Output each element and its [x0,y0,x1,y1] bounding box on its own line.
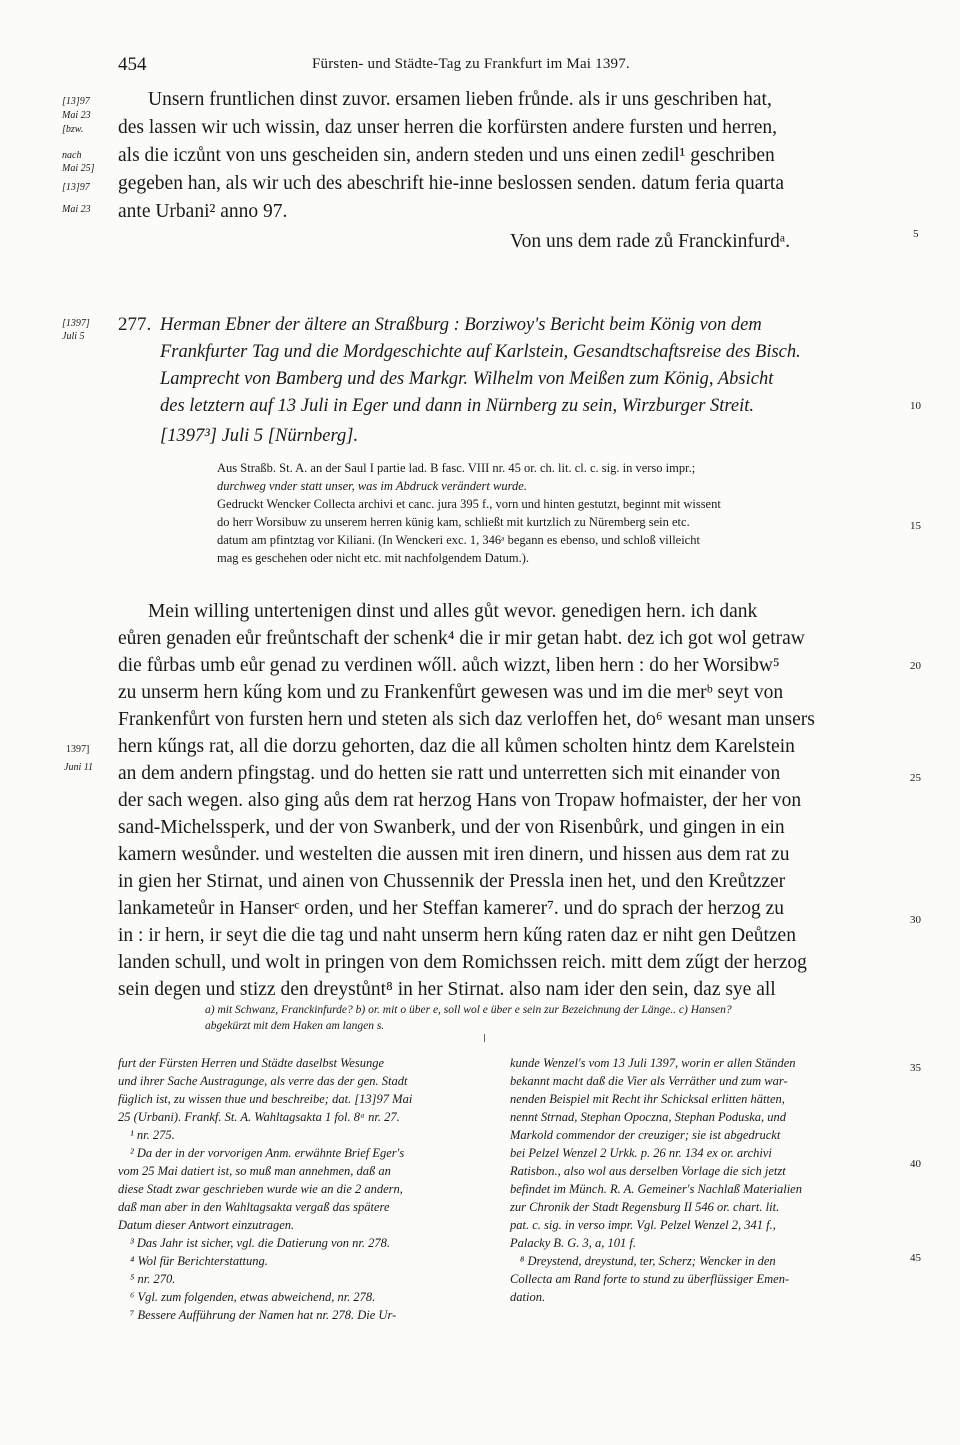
letter-line: des lassen wir uch wissin, daz unser herren die korfürsten andere fursten und herren, [118,117,777,138]
main-line: sein degen und stizz den dreystůnt⁸ in her Stirnat. also nam ider den sein, daz sye all [118,979,776,1000]
letter-line: Unsern fruntlichen dinst zuvor. ersamen lieben frůnde. als ir uns geschriben hat, [148,89,772,110]
line-number: 15 [910,520,921,532]
line-number: 10 [910,400,921,412]
main-line: der sach wegen. also ging aůs dem rat herzog Hans von Tropaw hofmaister, der her von [118,790,802,811]
main-line: an dem andern pfingstag. und do hetten sie ratt und unterretten sich mit einander von [118,763,781,784]
footnote-line: nennt Strnad, Stephan Opoczna, Stephan Poduska, und [510,1110,787,1124]
footnote-line: kunde Wenzel's vom 13 Juli 1397, worin er allen Ständen [510,1056,796,1070]
footnote-line: ³ Das Jahr ist sicher, vgl. die Datierung von nr. 278. [130,1236,390,1250]
entry-number: 277. [118,314,152,335]
main-line: hern kűngs rat, all die dorzu gehorten, daz die all kůmen scholten hintz dem Karelstein [118,736,795,757]
page-number: 454 [118,54,147,75]
footnote-line: vom 25 Mai datiert ist, so muß man annehmen, daß an [118,1164,391,1178]
entry-title-line: Frankfurter Tag und die Mordgeschichte auf Karlstein, Gesandtschaftsreise des Bisch. [160,342,801,362]
footnote-line: daß man aber in den Wahltagsakta vergaß das spätere [118,1200,390,1214]
main-line: kamern wesůnder. und westelten die aussen mit iren dinern, und hissen aus dem rat zu [118,844,790,865]
letter-line: als die iczůnt von uns gescheiden sin, andern steden und uns einen zedil¹ geschriben [118,145,775,166]
entry-margin-date: Juli 5 [62,331,85,342]
footnote-line: nenden Beispiel mit Recht ihr Schicksal erlitten hätten, [510,1092,785,1106]
footnote-line: Markold commendor der creuziger; sie ist abgedruckt [510,1128,781,1142]
footnote-line: ⁴ Wol für Berichterstattung. [130,1254,268,1268]
footnote-line: diese Stadt zwar geschrieben wurde wie an die 2 andern, [118,1182,403,1196]
main-line: sand-Michelssperk, und der von Swanberk, und der von Risenbůrk, und gingen in ein [118,817,785,838]
main-line: lankameteůr in Hanserᶜ orden, und her Steffan kamerer⁷. und do sprach der herzog zu [118,898,785,919]
footnote-line: befindet im Münch. R. A. Gemeiner's Nachlaß Materialien [510,1182,802,1196]
footnote-line: ⁸ Dreystend, dreystund, ter, Scherz; Wencker in den [520,1254,776,1268]
footnote-line: ⁷ Bessere Aufführung der Namen hat nr. 278. Die Ur- [130,1308,397,1322]
running-title: Fürsten- und Städte-Tag zu Frankfurt im Mai 1397. [312,56,630,72]
line-number: 45 [910,1252,921,1264]
main-line: zu unserm hern kűng kom und zu Frankenfůrt gewesen was und im die merᵇ seyt von [118,682,784,703]
letter-line: ante Urbani² anno 97. [118,201,288,222]
main-margin-year: 1397] [66,744,90,755]
source-note: do herr Worsibuw zu unserem herren künig kam, schließt mit kurtzlich zu Nüremberg sein etc. [217,515,690,529]
main-line: in gien her Stirnat, und ainen von Chussennik der Pressla inen het, und den Kreůtzzer [118,871,786,892]
source-note: mag es geschehen oder nicht etc. mit nachfolgendem Datum.). [217,551,530,565]
footnote-line: ² Da der in der vorvorigen Anm. erwähnte Brief Eger's [130,1146,405,1160]
footnote-line: bei Pelzel Wenzel 2 Urkk. p. 26 nr. 134 ex or. archivi [510,1146,772,1160]
entry-date-line: [1397³] Juli 5 [Nürnberg]. [160,426,359,446]
footnote-line: furt der Fürsten Herren und Städte daselbst Wesunge [118,1056,385,1070]
line-number: 25 [910,772,921,784]
entry-title-line: Herman Ebner der ältere an Straßburg : Borziwoy's Bericht beim König von dem [160,315,762,335]
critical-note: a) mit Schwanz, Franckinfurde? b) or. mit o über e, soll wol e über e sein zur Bezeichnung der Länge.. c) Hansen? [205,1004,732,1016]
entry-title-line: Lamprecht von Bamberg und des Markgr. Wilhelm von Meißen zum König, Absicht [160,369,774,389]
line-number: 40 [910,1158,921,1170]
line-number: 35 [910,1062,921,1074]
footnote-line: pat. c. sig. in verso impr. Vgl. Pelzel Wenzel 2, 341 f., [510,1218,776,1232]
letter-closing: Von uns dem rade zů Franckinfurdᵃ. [510,231,791,252]
footnote-line: 25 (Urbani). Frankf. St. A. Wahltagsakta 1 fol. 8ᵃ nr. 27. [118,1110,400,1124]
main-line: die fůrbas umb eůr genad zu verdinen wőll. aůch wizzt, liben hern : do her Worsibw⁵ [118,655,780,676]
margin-note: Mai 25] [62,163,95,174]
main-line: Mein willing untertenigen dinst und alles gůt wevor. genedigen hern. ich dank [148,601,758,622]
main-line: landen schull, und wolt in pringen von dem Romichssen reich. mitt dem zűgt der herzog [118,952,807,973]
margin-note: Mai 23 [62,110,91,121]
source-note: Gedruckt Wencker Collecta archivi et canc. jura 395 f., vorn und hinten gestutzt, beginnt mit wissent [217,497,721,511]
footnote-line: ¹ nr. 275. [130,1128,175,1142]
footnote-line: dation. [510,1290,546,1304]
footnote-line: ⁶ Vgl. zum folgenden, etwas abweichend, nr. 278. [130,1290,376,1304]
divider [484,1034,485,1042]
footnote-line: zur Chronik der Stadt Regensburg II 546 or. chart. lit. [510,1200,780,1214]
main-line: in : ir hern, ir seyt die die tag und naht unserm hern kűng raten daz er niht gen Deůtzen [118,925,796,946]
source-note: datum am pfintztag vor Kiliani. (In Wenckeri exc. 1, 346ᵃ begann es ebenso, und schloß villeicht [217,533,700,547]
line-number: 5 [913,228,919,240]
margin-note: Mai 23 [62,204,91,215]
footnote-line: Collecta am Rand forte to stund zu überflüssiger Emen- [510,1272,790,1286]
margin-note: [bzw. [62,124,84,135]
entry-title-line: des letztern auf 13 Juli in Eger und dann in Nürnberg zu sein, Wirzburger Streit. [160,396,755,416]
footnote-line: Datum dieser Antwort einzutragen. [118,1218,295,1232]
footnote-line: Ratisbon., also wol aus derselben Vorlage die sich jetzt [510,1164,786,1178]
main-margin-date: Juni 11 [64,762,93,773]
letter-line: gegeben han, als wir uch des abeschrift hie-inne beslossen senden. datum feria quarta [118,173,785,194]
line-number: 20 [910,660,921,672]
footnote-line: ⁵ nr. 270. [130,1272,176,1286]
footnote-line: Palacky B. G. 3, a, 101 f. [510,1236,637,1250]
line-number: 30 [910,914,921,926]
footnote-line: und ihrer Sache Austragunge, als verre das der gen. Stadt [118,1074,408,1088]
main-line: eůren genaden eůr freůntschaft der schenk⁴ die ir mir getan habt. dez ich got wol getraw [118,628,805,649]
source-note: durchweg vnder statt unser, was im Abdruck verändert wurde. [217,479,527,493]
entry-margin-year: [1397] [62,318,90,329]
critical-note: abgekürzt mit dem Haken am langen s. [205,1020,385,1032]
footnote-line: füglich ist, zu wissen thue und beschreibe; dat. [13]97 Mai [118,1092,413,1106]
margin-note: nach [62,150,82,161]
main-line: Frankenfůrt von fursten hern und steten als sich daz verloffen het, do⁶ wesant man unsers [118,709,815,730]
source-note: Aus Straßb. St. A. an der Saul I partie lad. B fasc. VIII nr. 45 or. ch. lit. cl. c. sig. in verso impr.; [217,461,696,475]
margin-note: [13]97 [62,182,90,193]
margin-note: [13]97 [62,96,90,107]
footnote-line: bekannt macht daß die Vier als Verräther und zum war- [510,1074,788,1088]
